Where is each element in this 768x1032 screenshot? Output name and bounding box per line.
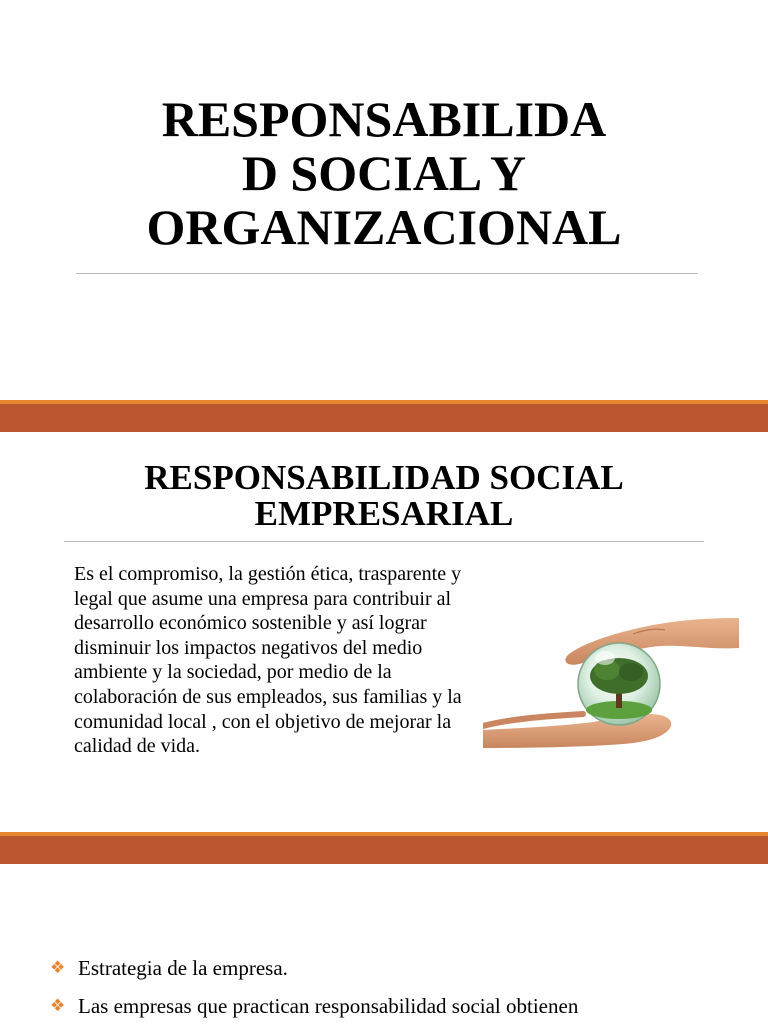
slide-2 (0, 432, 768, 832)
title-divider (76, 273, 698, 274)
slide-3 (0, 864, 768, 1024)
slide-1-title: RESPONSABILIDA D SOCIAL Y ORGANIZACIONAL (146, 91, 622, 255)
bullet-list (50, 956, 760, 1032)
diamond-bullet-icon: ❖ (50, 958, 66, 977)
definition-paragraph: Es el compromiso, la gestión ética, trasparente y legal que asume una empresa para contribuir al desarrollo económico sostenible y así lograr disminuir los impactos negativos del medio ambiente y la sociedad, por medio de la colaboración de sus empleados, sus familias y la comunidad local , con el objetivo de mejorar la calidad de vida. (74, 563, 462, 758)
slide-separator (0, 832, 768, 864)
list-item (50, 956, 760, 980)
list-item (50, 994, 760, 1018)
slide-separator (0, 400, 768, 432)
title-divider (64, 541, 704, 542)
list-item-text: Las empresas que practican responsabilidad social obtienen (78, 994, 579, 1018)
list-item-text: Estrategia de la empresa. (78, 956, 288, 980)
diamond-bullet-icon: ❖ (50, 996, 66, 1015)
hands-globe-tree-image (483, 618, 739, 748)
slide-2-title: RESPONSABILIDAD SOCIAL EMPRESARIAL (144, 458, 624, 533)
slide-1 (0, 0, 768, 400)
